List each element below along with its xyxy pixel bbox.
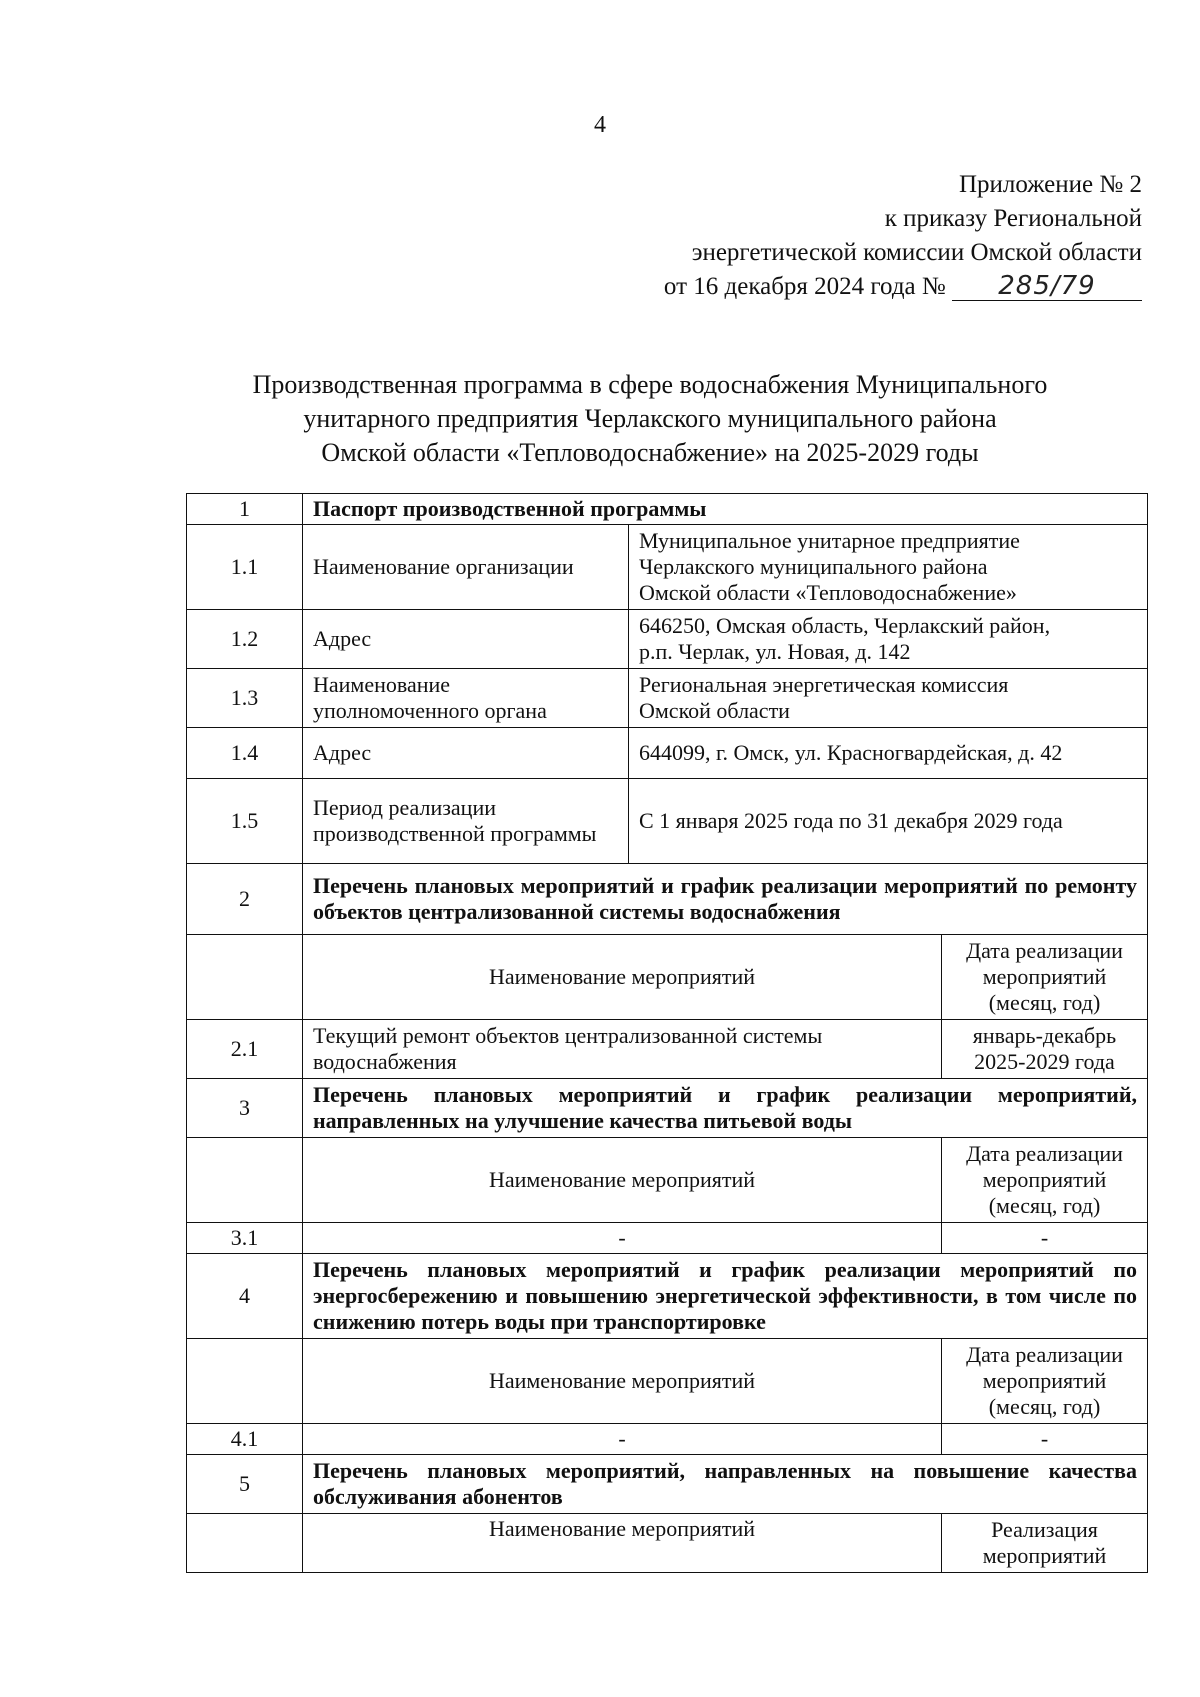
value-line: Омской области «Тепловодоснабжение» [639, 580, 1017, 605]
inner-row [303, 1424, 1147, 1454]
col-date-header: Дата реализации мероприятий (месяц, год) [942, 935, 1148, 1019]
inner-header [303, 1339, 1147, 1423]
appendix-header [664, 168, 1142, 304]
section-number: 3 [187, 1079, 303, 1138]
page-number: 4 [594, 112, 606, 138]
row-label: Адрес [303, 728, 629, 779]
row-date: январь-декабрь 2025-2029 года [942, 1020, 1148, 1078]
value-line: 646250, Омская область, Черлакский район, [639, 613, 1051, 638]
inner-row [303, 1223, 1147, 1253]
program-table [186, 493, 1148, 1573]
value-line: Региональная энергетическая комиссия [639, 672, 1009, 697]
title-line1: Производственная программа в сфере водоснабжения Муниципального [252, 370, 1048, 399]
inner-row [303, 1020, 1147, 1078]
col-date-header: Дата реализации мероприятий (месяц, год) [942, 1339, 1148, 1423]
table-row [187, 1514, 1148, 1573]
appendix-line4 [664, 270, 1142, 304]
row-content [303, 1223, 1148, 1254]
value-line: 644099, г. Омск, ул. Красногвардейская, д. 42 [639, 740, 1063, 765]
inner-header [303, 1138, 1147, 1222]
row-value [629, 525, 1148, 610]
empty-cell [187, 1138, 303, 1223]
empty-cell [187, 1514, 303, 1573]
order-number-handwritten: 285/79 [952, 272, 1142, 301]
row-value [629, 779, 1148, 864]
row-value [629, 728, 1148, 779]
row-number: 1.4 [187, 728, 303, 779]
table-row [187, 610, 1148, 669]
table-row [187, 864, 1148, 935]
table-row [187, 1223, 1148, 1254]
row-number: 3.1 [187, 1223, 303, 1254]
section-heading: Перечень плановых мероприятий и график реализации мероприятий, направленных на улучшение качества питьевой воды [303, 1079, 1148, 1138]
table-row [187, 1138, 1148, 1223]
table-row [187, 1020, 1148, 1079]
col-name-header: Наименование мероприятий [488, 1516, 756, 1541]
table-row [187, 935, 1148, 1020]
table-row [187, 1455, 1148, 1514]
col-date-header: Реализация мероприятий [942, 1514, 1148, 1572]
order-date: от 16 декабря 2024 года № [663, 273, 946, 300]
section-heading: Перечень плановых мероприятий и график реализации мероприятий по ремонту объектов централизованной системы водоснабжения [303, 864, 1148, 935]
table-row [187, 1254, 1148, 1339]
row-number: 4.1 [187, 1424, 303, 1455]
table-row [187, 728, 1148, 779]
row-label: Адрес [303, 610, 629, 669]
column-headers [303, 1138, 1148, 1223]
row-value [629, 669, 1148, 728]
empty-cell [187, 1339, 303, 1424]
appendix-line1: Приложение № 2 [958, 171, 1142, 198]
value-line: Муниципальное унитарное предприятие [639, 528, 1020, 553]
section-number: 5 [187, 1455, 303, 1514]
table-row [187, 494, 1148, 525]
row-label: Наименование организации [303, 525, 629, 610]
column-headers [303, 935, 1148, 1020]
section-heading: Перечень плановых мероприятий, направленных на повышение качества обслуживания абонентов [303, 1455, 1148, 1514]
empty-cell [187, 935, 303, 1020]
section-number: 2 [187, 864, 303, 935]
col-name-header: Наименование мероприятий [488, 1368, 756, 1393]
row-number: 2.1 [187, 1020, 303, 1079]
row-date: - [942, 1223, 1148, 1253]
col-name-header: Наименование мероприятий [488, 1167, 756, 1192]
row-name: Текущий ремонт объектов централизованной системы водоснабжения [313, 1023, 823, 1074]
table-row [187, 669, 1148, 728]
appendix-line3: энергетической комиссии Омской области [691, 239, 1142, 266]
title-line2: унитарного предприятия Черлакского муниципального района [303, 404, 997, 433]
row-name: - [618, 1426, 626, 1451]
inner-header [303, 1514, 1147, 1572]
table-row [187, 1079, 1148, 1138]
title-line3: Омской области «Тепловодоснабжение» на 2025-2029 годы [321, 438, 979, 467]
row-content [303, 1020, 1148, 1079]
row-value [629, 610, 1148, 669]
table-row [187, 525, 1148, 610]
column-headers [303, 1339, 1148, 1424]
row-number: 1.1 [187, 525, 303, 610]
section-number: 4 [187, 1254, 303, 1339]
row-content [303, 1424, 1148, 1455]
value-line: Черлакского муниципального района [639, 554, 988, 579]
row-number: 1.3 [187, 669, 303, 728]
value-line: р.п. Черлак, ул. Новая, д. 142 [639, 639, 911, 664]
row-name: - [618, 1225, 626, 1250]
table-row [187, 1339, 1148, 1424]
table-row [187, 779, 1148, 864]
value-line: С 1 января 2025 года по 31 декабря 2029 года [639, 808, 1063, 833]
row-number: 1.2 [187, 610, 303, 669]
table-row [187, 1424, 1148, 1455]
appendix-line2: к приказу Региональной [884, 205, 1142, 232]
column-headers [303, 1514, 1148, 1573]
inner-header [303, 935, 1147, 1019]
row-label: Наименование уполномоченного органа [303, 669, 629, 728]
col-date-header: Дата реализации мероприятий (месяц, год) [942, 1138, 1148, 1222]
document-title [200, 368, 1100, 470]
section-number: 1 [187, 494, 303, 525]
row-label: Период реализации производственной программы [303, 779, 629, 864]
value-line: Омской области [639, 698, 790, 723]
col-name-header: Наименование мероприятий [488, 964, 756, 989]
section-heading: Паспорт производственной программы [303, 494, 1148, 525]
section-heading: Перечень плановых мероприятий и график реализации мероприятий по энергосбережению и повышению энергетической эффективности, в том числе по снижению потерь воды при транспортировке [303, 1254, 1148, 1339]
row-date: - [942, 1424, 1148, 1454]
row-number: 1.5 [187, 779, 303, 864]
